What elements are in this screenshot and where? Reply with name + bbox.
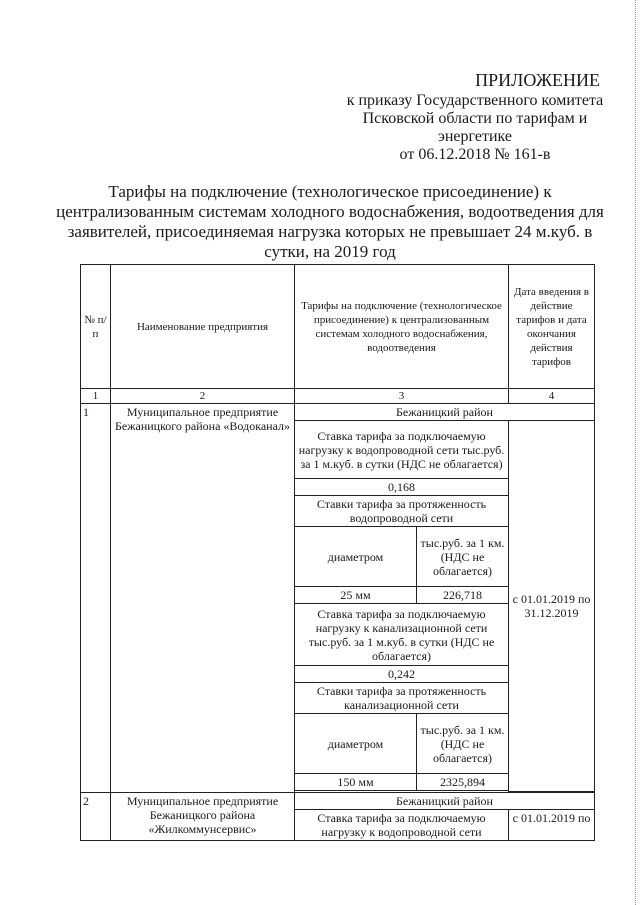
sewer-load-value: 0,242: [295, 666, 509, 683]
appendix-line: к приказу Государственного комитета: [346, 92, 604, 109]
header-num: № п/п: [81, 265, 111, 389]
water-load-label: Ставка тарифа за подключаемую нагрузку к водопроводной сети тыс.руб. за 1 м.куб. в сутки (НДС не облагается): [295, 421, 509, 479]
water-load-label: Ставка тарифа за подключаемую нагрузку к водопроводной сети: [295, 809, 509, 840]
document-title: Тарифы на подключение (технологическое присоединение) к централизованным системам холодного водоснабжения, водоотведения для заявителей, присоединяемая нагрузка которых не превышает 24 м.куб. в сутки, на 2019 год: [56, 182, 604, 261]
sewer-diameter-label: диаметром: [295, 714, 417, 774]
header-tariffs: Тарифы на подключение (технологическое присоединение) к централизованным системам холодного водоснабжения, водоотведения: [295, 265, 509, 389]
water-length-value: 226,718: [417, 587, 509, 604]
appendix-block: [330, 68, 620, 164]
water-length-label: Ставки тарифа за протяженность водопроводной сети: [295, 496, 509, 527]
appendix-order-number: от 06.12.2018 № 161-в: [399, 146, 551, 163]
table-header-row: [81, 265, 595, 389]
table-row: [81, 404, 595, 421]
unit-label: тыс.руб. за 1 км. (НДС не облагается): [417, 527, 509, 587]
header-dates: Дата введения в действие тарифов и дата окончания действия тарифов: [509, 265, 595, 389]
header-name: Наименование предприятия: [111, 265, 295, 389]
tariff-period: с 01.01.2019 по 31.12.2019: [509, 421, 595, 792]
appendix-line: Псковской области по тарифам и: [362, 110, 588, 127]
district: Бежаницкий район: [295, 404, 595, 421]
water-diameter: 25 мм: [295, 587, 417, 604]
district: Бежаницкий район: [295, 792, 595, 809]
sewer-length-value: 2325,894: [417, 774, 509, 791]
enterprise-name: Муниципальное предприятие Бежаницкого района «Водоканал»: [111, 404, 295, 793]
row-number: 2: [81, 792, 111, 840]
sewer-load-label: Ставка тарифа за подключаемую нагрузку к канализационной сети тыс.руб. за 1 м.куб. в сутки (НДС не облагается): [295, 604, 509, 666]
tariff-table: [80, 264, 595, 841]
sewer-unit-label: тыс.руб. за 1 км. (НДС не облагается): [417, 714, 509, 774]
appendix-heading: ПРИЛОЖЕНИЕ: [475, 70, 600, 90]
tariff-period: с 01.01.2019 по: [509, 809, 595, 840]
sewer-length-label: Ставки тарифа за протяженность канализационной сети: [295, 683, 509, 714]
colnum: 4: [509, 389, 595, 404]
table-row: [81, 792, 595, 809]
enterprise-name: Муниципальное предприятие Бежаницкого района «Жилкоммунсервис»: [111, 792, 295, 840]
colnum: 2: [111, 389, 295, 404]
diameter-label: диаметром: [295, 527, 417, 587]
colnum: 3: [295, 389, 509, 404]
water-load-value: 0,168: [295, 479, 509, 496]
page-margin-line: [634, 0, 636, 905]
colnum: 1: [81, 389, 111, 404]
column-number-row: [81, 389, 595, 404]
sewer-diameter: 150 мм: [295, 774, 417, 791]
appendix-line: энергетике: [437, 128, 512, 145]
row-number: 1: [81, 404, 111, 793]
